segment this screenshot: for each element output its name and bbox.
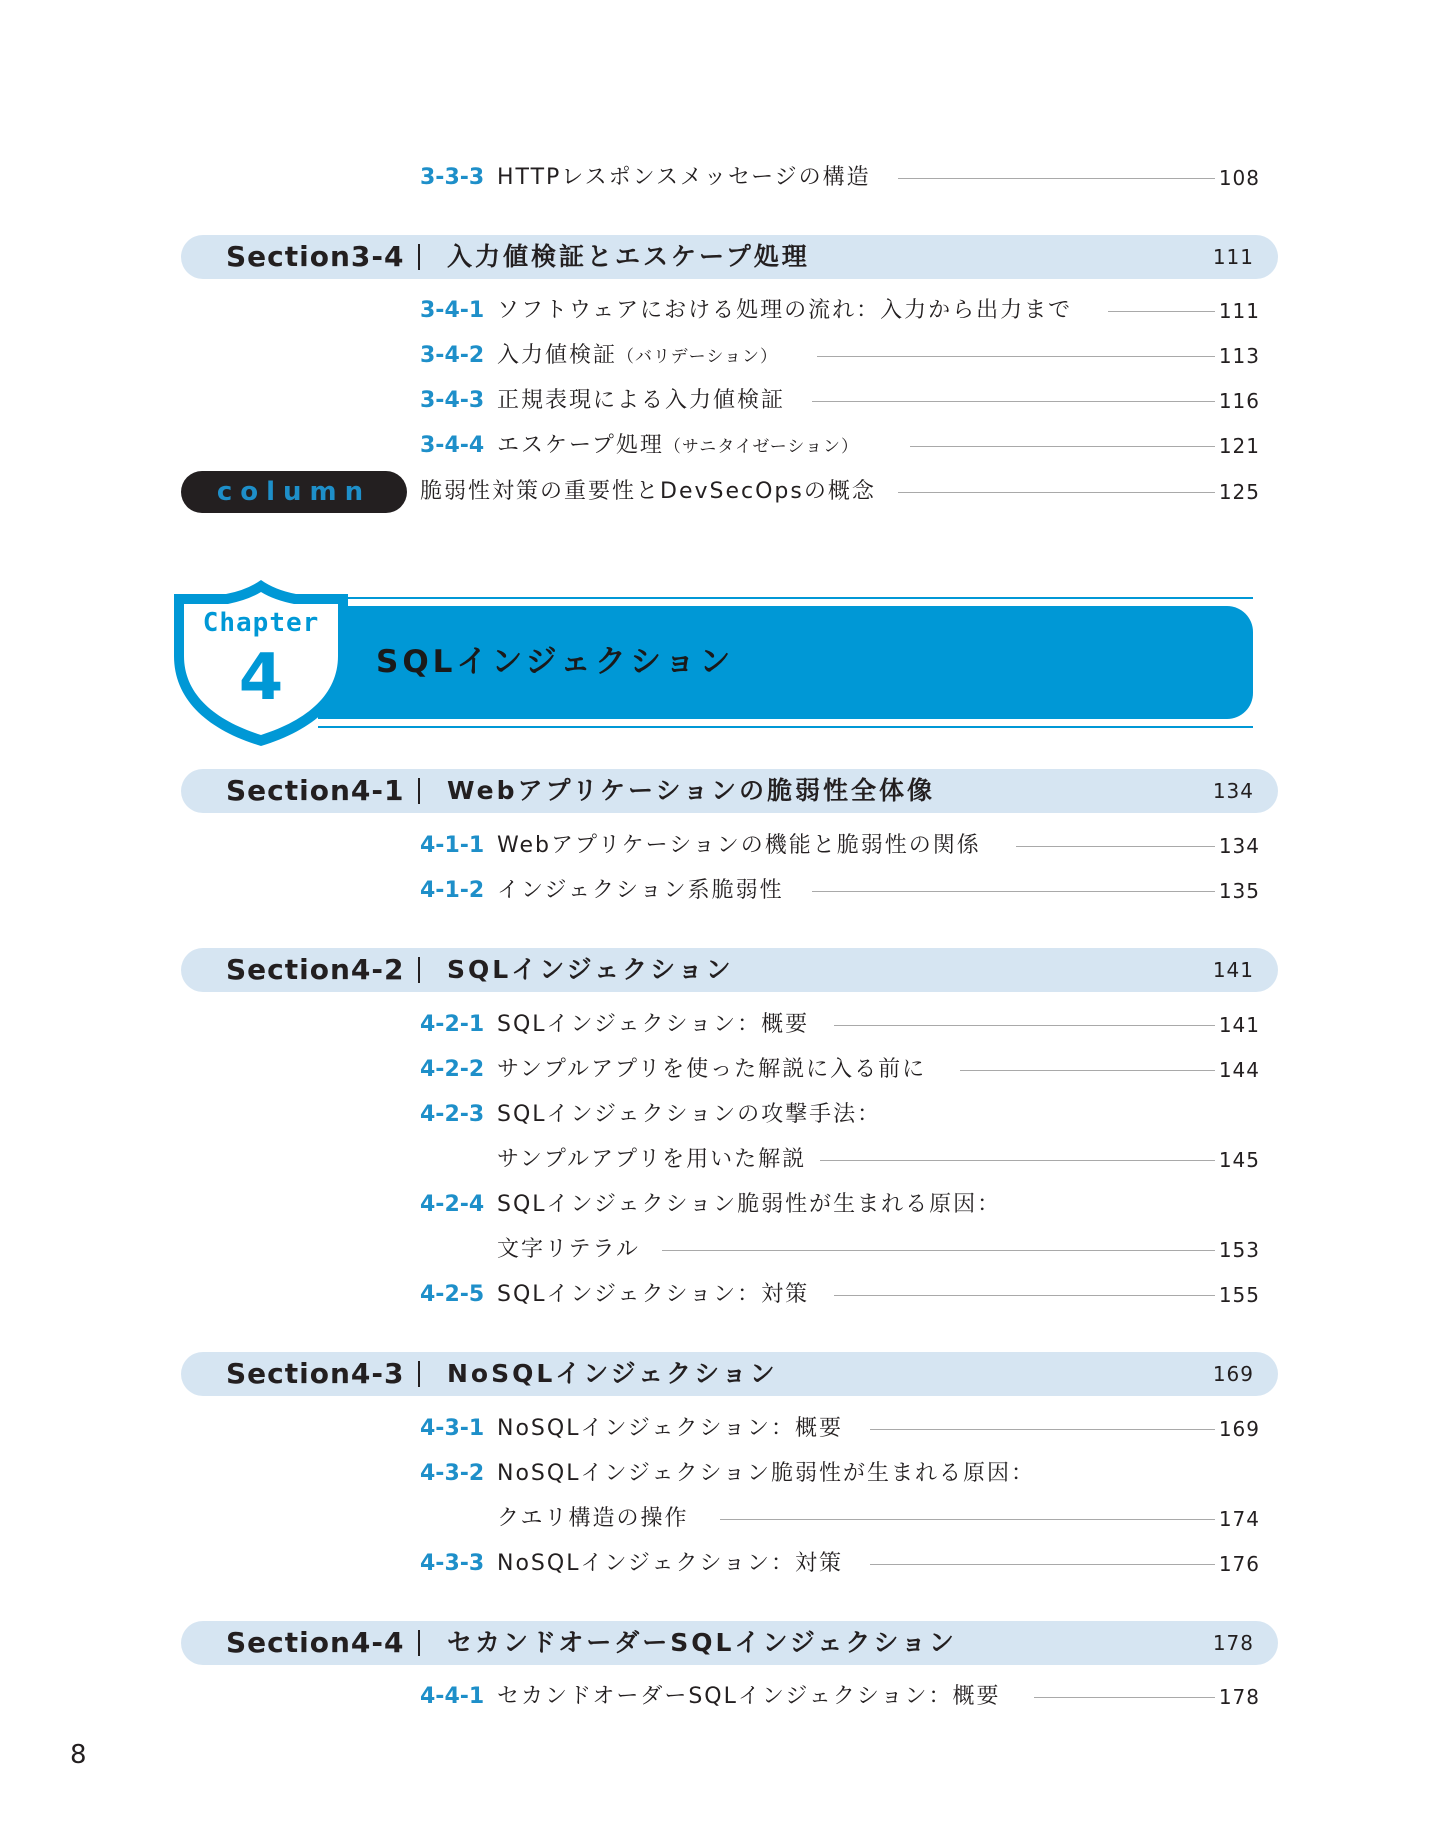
entry-number: 3-3-3 <box>420 165 485 190</box>
entry-page: 153 <box>1218 1238 1260 1262</box>
leader-line <box>910 446 1215 447</box>
chapter-title: SQLインジェクション <box>376 644 735 680</box>
leader-line <box>812 401 1215 402</box>
entry-page: 176 <box>1218 1552 1260 1576</box>
entry-page: 134 <box>1218 834 1260 858</box>
entry-title: Webアプリケーションの機能と脆弱性の関係 <box>497 833 981 858</box>
section-title: SQLインジェクション <box>447 955 734 984</box>
entry-number: 4-2-1 <box>420 1012 485 1037</box>
section-bar-4-3[interactable] <box>181 1352 1278 1396</box>
chapter-rule-bottom <box>318 726 1253 728</box>
toc-entry[interactable] <box>420 1100 1260 1130</box>
section-label: Section4-3 <box>226 1357 405 1390</box>
entry-number: 4-2-4 <box>420 1192 485 1217</box>
entry-number: 4-3-1 <box>420 1416 485 1441</box>
entry-title: SQLインジェクションの攻撃手法： <box>497 1102 882 1127</box>
leader-line <box>1016 846 1215 847</box>
section-bar-4-1[interactable] <box>181 769 1278 813</box>
entry-number: 3-4-4 <box>420 433 485 458</box>
leader-line <box>662 1250 1215 1251</box>
column-badge: column <box>181 471 407 513</box>
entry-title: SQLインジェクション：概要 <box>497 1012 810 1037</box>
section-divider <box>418 1361 420 1387</box>
entry-title-line2: 文字リテラル <box>497 1237 640 1262</box>
section-bar-3-4[interactable] <box>181 235 1278 279</box>
toc-entry-continuation[interactable] <box>420 1235 1260 1265</box>
toc-entry[interactable] <box>420 163 1260 193</box>
entry-title: HTTPレスポンスメッセージの構造 <box>497 165 871 190</box>
leader-line <box>820 1160 1215 1161</box>
entry-number: 4-1-1 <box>420 833 485 858</box>
section-page: 169 <box>1212 1362 1254 1386</box>
toc-entry[interactable] <box>420 341 1260 371</box>
entry-title-note: （バリデーション） <box>617 347 778 367</box>
toc-entry[interactable] <box>420 1055 1260 1085</box>
toc-entry-continuation[interactable] <box>420 1145 1260 1175</box>
entry-number: 4-1-2 <box>420 878 485 903</box>
toc-entry[interactable] <box>420 1190 1260 1220</box>
entry-title-line2: サンプルアプリを用いた解説 <box>497 1147 807 1172</box>
entry-page: 141 <box>1218 1013 1260 1037</box>
entry-title: 正規表現による入力値検証 <box>497 388 786 413</box>
entry-page: 121 <box>1218 434 1260 458</box>
section-title: NoSQLインジェクション <box>447 1359 778 1388</box>
toc-entry[interactable] <box>420 386 1260 416</box>
leader-line <box>1108 311 1215 312</box>
entry-title <box>497 431 859 462</box>
entry-title-main: 入力値検証 <box>497 343 618 368</box>
entry-number: 4-2-5 <box>420 1282 485 1307</box>
section-page: 111 <box>1212 245 1254 269</box>
section-label: Section4-2 <box>226 953 405 986</box>
column-title: 脆弱性対策の重要性とDevSecOpsの概念 <box>420 479 876 504</box>
entry-number: 3-4-3 <box>420 388 485 413</box>
toc-entry[interactable] <box>420 831 1260 861</box>
section-page: 141 <box>1212 958 1254 982</box>
toc-entry[interactable] <box>420 1549 1260 1579</box>
toc-entry[interactable] <box>420 1459 1260 1489</box>
entry-title: セカンドオーダーSQLインジェクション：概要 <box>497 1684 1001 1709</box>
entry-page: 116 <box>1218 389 1260 413</box>
section-page: 134 <box>1212 779 1254 803</box>
chapter-rule-top <box>318 597 1253 599</box>
entry-page: 108 <box>1218 166 1260 190</box>
entry-page: 111 <box>1218 299 1260 323</box>
leader-line <box>960 1070 1215 1071</box>
leader-line <box>898 178 1215 179</box>
page-number: 8 <box>70 1740 87 1770</box>
leader-line <box>812 891 1215 892</box>
leader-line <box>870 1564 1215 1565</box>
entry-page: 178 <box>1218 1685 1260 1709</box>
entry-page: 125 <box>1218 480 1260 504</box>
entry-title: NoSQLインジェクション脆弱性が生まれる原因： <box>497 1461 1036 1486</box>
entry-number: 4-4-1 <box>420 1684 485 1709</box>
toc-entry[interactable] <box>420 1280 1260 1310</box>
leader-line <box>870 1429 1215 1430</box>
entry-number: 4-3-3 <box>420 1551 485 1576</box>
entry-title: SQLインジェクション脆弱性が生まれる原因： <box>497 1192 1002 1217</box>
section-divider <box>418 244 420 270</box>
toc-entry-continuation[interactable] <box>420 1504 1260 1534</box>
entry-page: 174 <box>1218 1507 1260 1531</box>
section-title: 入力値検証とエスケープ処理 <box>447 242 810 271</box>
section-bar-4-2[interactable] <box>181 948 1278 992</box>
column-entry[interactable] <box>420 477 1260 507</box>
entry-page: 145 <box>1218 1148 1260 1172</box>
section-divider <box>418 957 420 983</box>
section-bar-4-4[interactable] <box>181 1621 1278 1665</box>
entry-number: 3-4-2 <box>420 343 485 368</box>
entry-title: インジェクション系脆弱性 <box>497 878 784 903</box>
section-label: Section3-4 <box>226 240 405 273</box>
entry-title: ソフトウェアにおける処理の流れ：入力から出力まで <box>497 298 1073 323</box>
entry-title-line2: クエリ構造の操作 <box>497 1506 689 1531</box>
leader-line <box>834 1025 1215 1026</box>
entry-title: サンプルアプリを使った解説に入る前に <box>497 1057 927 1082</box>
entry-title <box>497 341 778 372</box>
leader-line <box>834 1295 1215 1296</box>
entry-number: 4-3-2 <box>420 1461 485 1486</box>
entry-number: 3-4-1 <box>420 298 485 323</box>
toc-entry[interactable] <box>420 1414 1260 1444</box>
section-label: Section4-4 <box>226 1626 405 1659</box>
entry-page: 169 <box>1218 1417 1260 1441</box>
toc-entry[interactable] <box>420 431 1260 461</box>
entry-number: 4-2-2 <box>420 1057 485 1082</box>
entry-number: 4-2-3 <box>420 1102 485 1127</box>
leader-line <box>1034 1697 1215 1698</box>
section-title: Webアプリケーションの脆弱性全体像 <box>447 776 936 805</box>
section-title: セカンドオーダーSQLインジェクション <box>447 1628 957 1657</box>
leader-line <box>817 356 1215 357</box>
section-label: Section4-1 <box>226 774 405 807</box>
toc-entry[interactable] <box>420 876 1260 906</box>
section-page: 178 <box>1212 1631 1254 1655</box>
entry-title: NoSQLインジェクション：対策 <box>497 1551 844 1576</box>
section-divider <box>418 1630 420 1656</box>
entry-title: NoSQLインジェクション：概要 <box>497 1416 844 1441</box>
chapter-number: 4 <box>238 641 284 715</box>
toc-entry[interactable] <box>420 1682 1260 1712</box>
entry-title-main: エスケープ処理 <box>497 433 664 458</box>
toc-entry[interactable] <box>420 1010 1260 1040</box>
entry-page: 144 <box>1218 1058 1260 1082</box>
entry-title-note: （サニタイゼーション） <box>663 437 860 457</box>
entry-title: SQLインジェクション：対策 <box>497 1282 810 1307</box>
toc-entry[interactable] <box>420 296 1260 326</box>
chapter-label: Chapter <box>202 608 320 638</box>
leader-line <box>720 1519 1215 1520</box>
leader-line <box>898 492 1215 493</box>
section-divider <box>418 778 420 804</box>
entry-page: 155 <box>1218 1283 1260 1307</box>
entry-page: 113 <box>1218 344 1260 368</box>
entry-page: 135 <box>1218 879 1260 903</box>
